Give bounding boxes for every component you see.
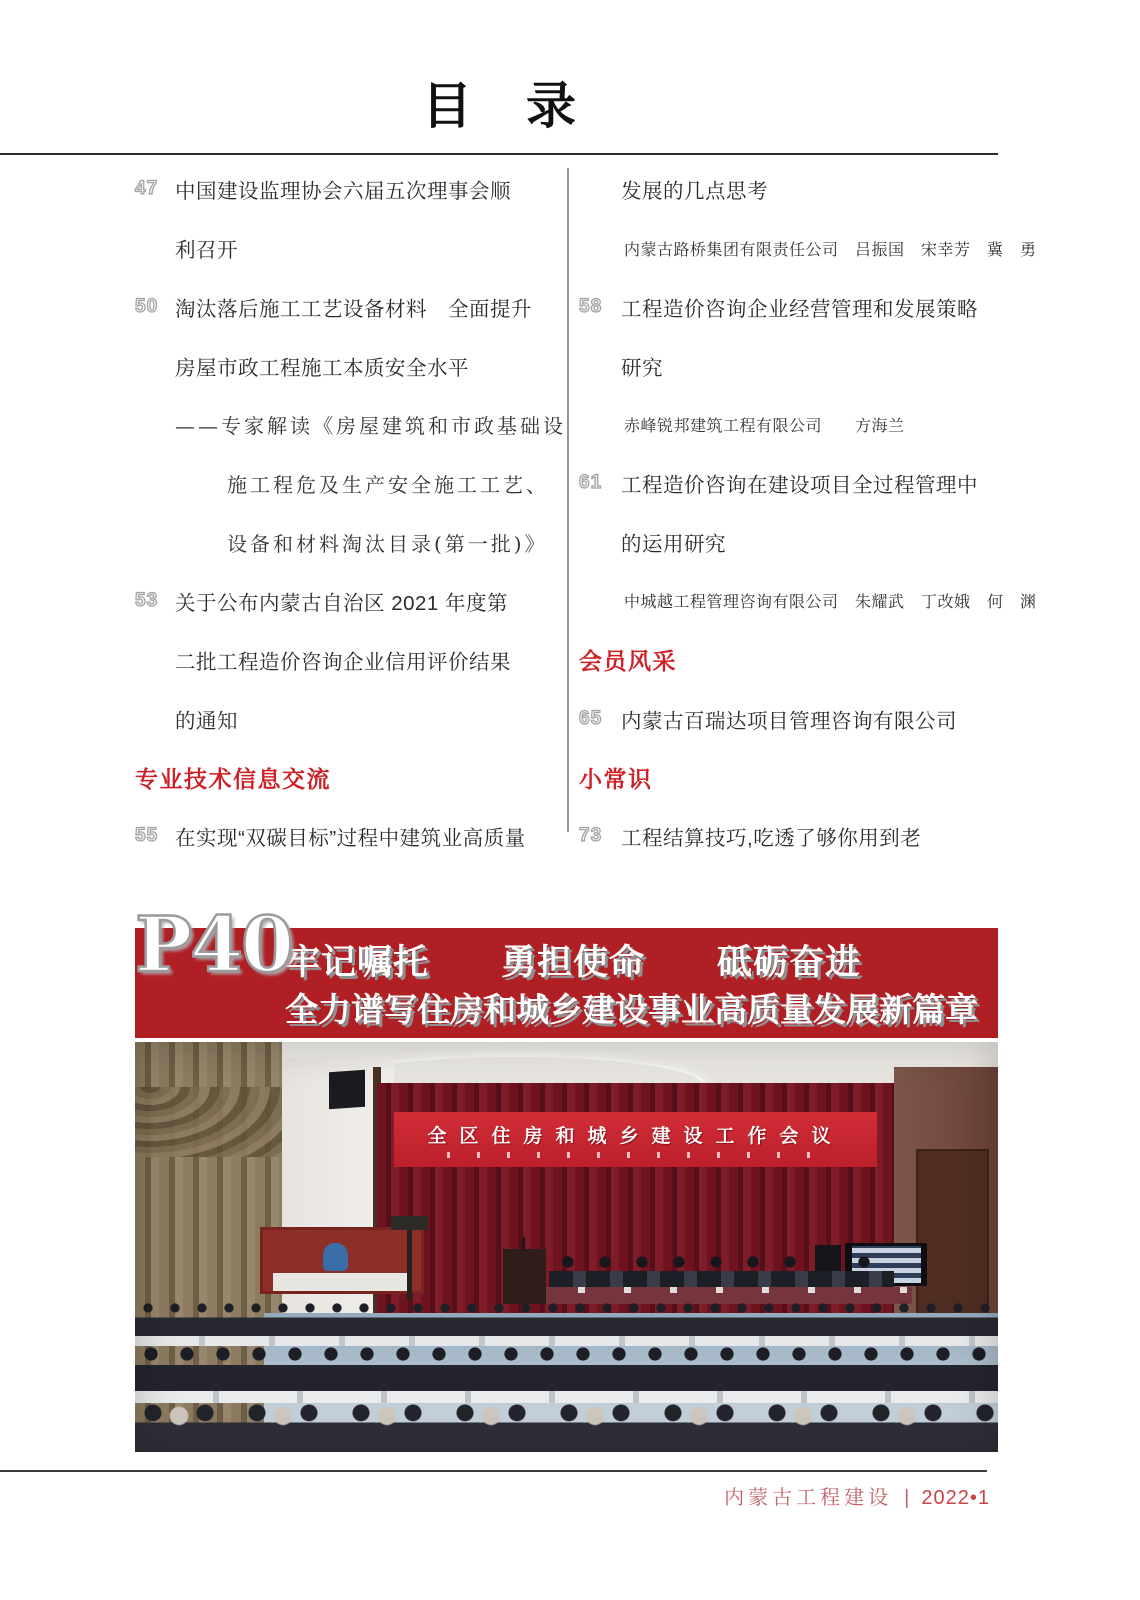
toc-section-heading: 会员风采 bbox=[579, 648, 677, 675]
toc-page-number: 53 bbox=[135, 589, 159, 611]
toc-entry-text: 淘汰落后施工工艺设备材料 全面提升 bbox=[175, 297, 532, 321]
toc-entry-text: 工程结算技巧,吃透了够你用到老 bbox=[621, 827, 922, 851]
footer-rule bbox=[0, 1470, 987, 1472]
journal-name: 内蒙古工程建设 bbox=[724, 1487, 893, 1509]
conference-photo bbox=[135, 1042, 998, 1452]
toc-row bbox=[579, 689, 1019, 748]
footer-separator: | bbox=[904, 1487, 910, 1509]
toc-entry-text: 内蒙古百瑞达项目管理咨询有限公司 bbox=[621, 709, 957, 733]
toc-row bbox=[135, 572, 555, 631]
footer bbox=[0, 1481, 990, 1510]
toc-row bbox=[135, 219, 555, 278]
toc-row bbox=[135, 395, 566, 454]
toc-row bbox=[135, 278, 555, 337]
toc-row bbox=[135, 513, 555, 572]
toc-entry-text: 关于公布内蒙古自治区 2021 年度第 bbox=[175, 591, 508, 615]
feature-banner bbox=[135, 900, 998, 1040]
toc-row bbox=[579, 160, 1019, 219]
toc-entry-continuation: 二批工程造价咨询企业信用评价结果 bbox=[175, 650, 511, 674]
toc-entry-text: 在实现“双碳目标”过程中建筑业高质量 bbox=[175, 827, 526, 851]
toc-row bbox=[579, 807, 1019, 866]
toc-page-number: 61 bbox=[579, 472, 603, 494]
toc-section-heading-row bbox=[135, 748, 555, 807]
toc-entry-continuation: 研究 bbox=[621, 356, 663, 380]
page-title: 目 录 bbox=[422, 76, 578, 135]
toc-row bbox=[579, 572, 1037, 631]
toc-entry-continuation: 施工程危及生产安全施工工艺、 bbox=[227, 472, 549, 497]
toc-page-number: 58 bbox=[579, 295, 603, 317]
toc-page-number: 55 bbox=[135, 825, 159, 847]
toc-row bbox=[135, 689, 555, 748]
photo-banner-text: 全区住房和城乡建设工作会议 bbox=[427, 1125, 844, 1147]
toc-author-line: 赤峰锐邦建筑工程有限公司 方海兰 bbox=[624, 416, 905, 436]
toc-row bbox=[579, 395, 1019, 454]
toc-page-number: 50 bbox=[135, 295, 159, 317]
feature-slogan-line1: 牢记嘱托 勇担使命 砥砺奋进 bbox=[285, 943, 862, 982]
toc-entry-continuation: ——专家解读《房屋建筑和市政基础设 bbox=[175, 414, 566, 439]
toc-row bbox=[135, 336, 555, 395]
toc-row bbox=[579, 219, 1037, 278]
toc-page-number: 47 bbox=[135, 178, 159, 200]
toc-section-heading: 专业技术信息交流 bbox=[135, 765, 331, 792]
toc-row bbox=[579, 513, 1019, 572]
toc-author-line: 中城越工程管理咨询有限公司 朱耀武 丁改娥 何 渊 bbox=[624, 592, 1037, 612]
toc-entry-continuation: 设备和材料淘汰目录(第一批)》 bbox=[227, 531, 548, 556]
feature-slogan-line2: 全力谱写住房和城乡建设事业高质量发展新篇章 bbox=[285, 991, 978, 1028]
toc-entry-continuation: 的运用研究 bbox=[621, 533, 726, 557]
toc-entry-text: 中国建设监理协会六届五次理事会顺 bbox=[175, 180, 511, 204]
toc-row bbox=[135, 454, 555, 513]
toc-row bbox=[579, 454, 1019, 513]
toc-entry-continuation: 房屋市政工程施工本质安全水平 bbox=[175, 356, 469, 380]
feature-page-ref: P40 bbox=[135, 900, 292, 989]
toc-entry-continuation: 利召开 bbox=[175, 239, 238, 263]
toc-row bbox=[135, 807, 555, 866]
column-divider bbox=[567, 168, 569, 832]
toc-section-heading-row bbox=[579, 630, 1019, 689]
toc-row bbox=[579, 278, 1019, 337]
toc-section-heading-row bbox=[579, 748, 1019, 807]
toc-column-right bbox=[579, 160, 1037, 866]
toc-entry-continuation: 发展的几点思考 bbox=[621, 180, 768, 204]
top-rule bbox=[0, 153, 998, 155]
toc-row bbox=[579, 336, 1019, 395]
photo-vignette bbox=[135, 1042, 998, 1452]
toc-row bbox=[135, 630, 555, 689]
toc-page-number: 73 bbox=[579, 825, 603, 847]
toc-entry-continuation: 的通知 bbox=[175, 709, 238, 733]
toc-page-number: 65 bbox=[579, 707, 603, 729]
toc-author-line: 内蒙古路桥集团有限责任公司 吕振国 宋幸芳 冀 勇 bbox=[624, 239, 1037, 259]
toc-column-left bbox=[135, 160, 566, 866]
issue-number: 2022•1 bbox=[921, 1487, 990, 1509]
toc-row bbox=[135, 160, 555, 219]
toc-entry-text: 工程造价咨询在建设项目全过程管理中 bbox=[621, 474, 978, 498]
toc-entry-text: 工程造价咨询企业经营管理和发展策略 bbox=[621, 297, 978, 321]
toc-section-heading: 小常识 bbox=[579, 765, 653, 792]
